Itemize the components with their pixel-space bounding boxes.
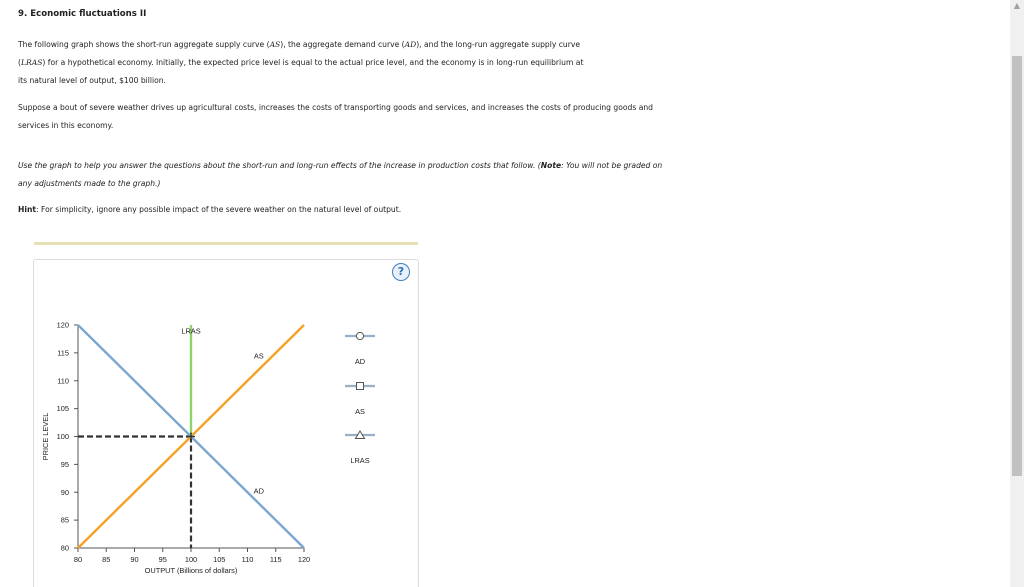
intro-text-4: ( xyxy=(18,58,21,67)
y-tick-label: 85 xyxy=(60,515,69,525)
x-tick-label: 115 xyxy=(269,555,282,564)
note-label: Note xyxy=(540,161,562,170)
legend-label-lras: LRAS xyxy=(350,456,370,465)
y-tick-label: 100 xyxy=(56,432,69,441)
legend-label-as: AS xyxy=(355,407,365,416)
y-tick-label: 115 xyxy=(57,348,69,358)
x-tick-label: 110 xyxy=(241,555,254,564)
scrollbar-thumb[interactable] xyxy=(1012,56,1022,476)
vertical-scrollbar[interactable] xyxy=(1010,0,1024,587)
y-tick-label: 95 xyxy=(60,459,69,469)
intro-text-1: The following graph shows the short-run aggregate supply curve ( xyxy=(18,40,270,49)
circle-marker-icon[interactable] xyxy=(356,332,363,339)
intro-text-5: ) for a hypothetical economy. Initially, the expected price level is equal to the actual price level, and the economy is in long-run equilibrium at xyxy=(42,58,584,67)
x-tick-label: 90 xyxy=(130,555,139,564)
x-tick-label: 95 xyxy=(158,555,167,564)
y-tick-label: 80 xyxy=(60,543,69,553)
question-title: 9. Economic fluctuations II xyxy=(18,9,147,19)
scenario-paragraph: Suppose a bout of severe weather drives up agricultural costs, increases the costs of transporting goods and services, and increases the costs of producing goods and services in this economy. xyxy=(18,103,653,130)
math-as: AS xyxy=(269,40,281,49)
intro-text-3: ), and the long-run aggregate supply curve xyxy=(416,40,581,49)
x-tick-label: 80 xyxy=(73,555,83,564)
x-tick-label: 100 xyxy=(184,555,198,564)
curve-label-ad: AD xyxy=(253,486,264,496)
intro-text-6: its natural level of output, $100 billion. xyxy=(18,76,166,85)
note-text: : You will not be graded on any adjustments made to the graph.) xyxy=(18,161,663,188)
instructions-text: Use the graph to help you answer the questions about the short-run and long-run effects of the increase in production costs that follow. ( xyxy=(18,161,541,170)
scroll-up-icon[interactable]: ▲ xyxy=(1013,1,1021,10)
math-lras: LRAS xyxy=(20,58,43,67)
curve-label-as: AS xyxy=(253,351,264,361)
y-tick-label: 120 xyxy=(56,320,69,330)
x-axis-title: OUTPUT (Billions of dollars) xyxy=(144,566,238,575)
y-axis-title: PRICE LEVEL xyxy=(41,412,50,461)
x-tick-label: 120 xyxy=(297,555,311,564)
math-ad: AD xyxy=(404,40,417,49)
x-tick-label: 85 xyxy=(102,555,111,564)
curve-label-lras: LRAS xyxy=(181,326,201,336)
y-tick-label: 105 xyxy=(56,404,69,414)
hint-text: : For simplicity, ignore any possible impact of the severe weather on the natural level of output. xyxy=(36,205,402,214)
x-tick-label: 105 xyxy=(213,555,226,564)
hint-label: Hint xyxy=(18,205,36,214)
square-marker-icon[interactable] xyxy=(357,383,364,390)
help-icon[interactable]: ? xyxy=(392,263,410,281)
intro-text-2: ), the aggregate demand curve ( xyxy=(280,40,405,49)
y-tick-label: 110 xyxy=(57,376,69,386)
legend-label-ad: AD xyxy=(354,357,366,366)
y-tick-label: 90 xyxy=(60,487,69,497)
